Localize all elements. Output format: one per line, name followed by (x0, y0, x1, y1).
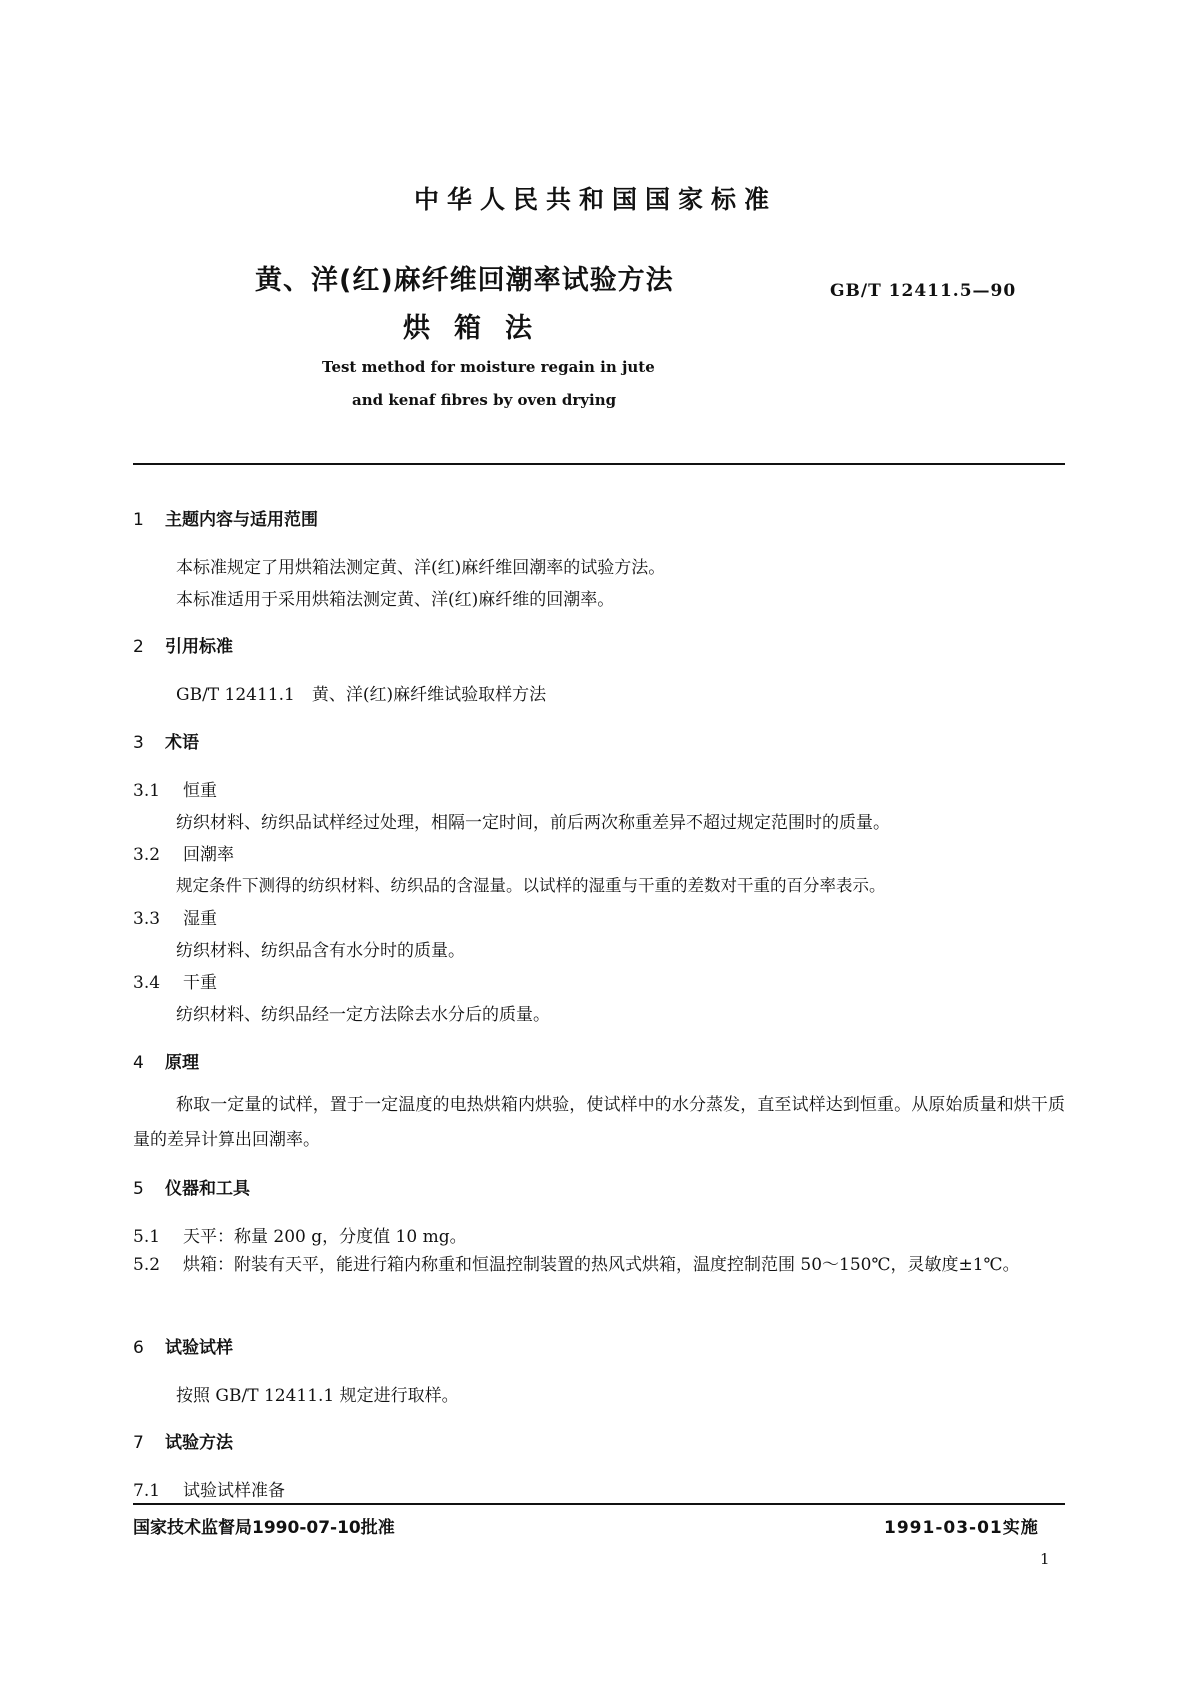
subsection-3-4 (133, 968, 217, 993)
section-number: 1 (133, 510, 144, 530)
section-6-paragraph: 按照 GB/T 12411.1 规定进行取样。 (176, 1386, 459, 1406)
section-number: 6 (133, 1338, 144, 1358)
subsection-number: 7.1 (133, 1481, 161, 1501)
subsection-3-3 (133, 904, 217, 929)
section-5-heading (133, 1174, 250, 1199)
section-number: 7 (133, 1433, 144, 1453)
section-2-reference: GB/T 12411.1 黄、洋(红)麻纤维试验取样方法 (176, 685, 547, 705)
section-number: 4 (133, 1053, 144, 1073)
document-title: 黄、洋(红)麻纤维回潮率试验方法 (255, 265, 674, 296)
subsection-title: 试验试样准备 (183, 1481, 285, 1501)
definition-3-1: 纺织材料、纺织品试样经过处理，相隔一定时间，前后两次称重差异不超过规定范围时的质量。 (176, 813, 890, 833)
definition-3-2: 规定条件下测得的纺织材料、纺织品的含湿量。以试样的湿重与干重的差数对干重的百分率表示。 (176, 876, 886, 895)
section-1-paragraph-1: 本标准规定了用烘箱法测定黄、洋(红)麻纤维回潮率的试验方法。 (176, 558, 666, 578)
section-6-heading (133, 1333, 233, 1358)
section-title: 仪器和工具 (165, 1179, 250, 1199)
subsection-3-1 (133, 776, 217, 801)
section-3-heading (133, 728, 199, 753)
footer-divider (133, 1503, 1065, 1505)
english-title-line1: Test method for moisture regain in jute (322, 358, 655, 376)
section-title: 术语 (165, 733, 199, 753)
definition-3-4: 纺织材料、纺织品经一定方法除去水分后的质量。 (176, 1005, 550, 1025)
subsection-number: 5.1 (133, 1227, 161, 1247)
section-1-paragraph-2: 本标准适用于采用烘箱法测定黄、洋(红)麻纤维的回潮率。 (176, 590, 615, 610)
subsection-number: 3.1 (133, 781, 161, 801)
section-title: 引用标准 (165, 637, 233, 657)
term: 湿重 (183, 909, 217, 929)
subsection-number: 3.2 (133, 845, 161, 865)
subsection-5-2 (133, 1248, 1065, 1283)
subsection-number: 3.4 (133, 973, 161, 993)
section-number: 3 (133, 733, 144, 753)
subsection-number: 3.3 (133, 909, 161, 929)
section-title: 试验试样 (165, 1338, 233, 1358)
section-title: 主题内容与适用范围 (165, 510, 318, 530)
section-title: 试验方法 (165, 1433, 233, 1453)
page-number: 1 (1040, 1550, 1050, 1568)
term: 干重 (183, 973, 217, 993)
english-title-line2: and kenaf fibres by oven drying (352, 391, 617, 409)
subsection-text: 天平：称量 200 g，分度值 10 mg。 (183, 1227, 467, 1247)
standard-number: GB/T 12411.5—90 (830, 281, 1017, 301)
term: 回潮率 (183, 845, 234, 865)
national-standard-heading: 中华人民共和国国家标准 (413, 185, 777, 214)
subsection-5-1 (133, 1222, 467, 1247)
header-divider (133, 463, 1065, 465)
section-title: 原理 (165, 1053, 199, 1073)
term: 恒重 (183, 781, 217, 801)
definition-3-3: 纺织材料、纺织品含有水分时的质量。 (176, 941, 465, 961)
approval-note: 国家技术监督局1990-07-10批准 (133, 1518, 395, 1538)
section-4-paragraph: 称取一定量的试样，置于一定温度的电热烘箱内烘验，使试样中的水分蒸发，直至试样达到恒重。从原始质量和烘干质量的差异计算出回潮率。 (133, 1095, 1065, 1150)
subsection-7-1 (133, 1476, 285, 1501)
implementation-date: 1991-03-01实施 (884, 1518, 1039, 1538)
section-number: 2 (133, 637, 144, 657)
section-number: 5 (133, 1179, 144, 1199)
document-subtitle: 烘箱法 (403, 313, 556, 344)
subsection-text: 烘箱：附装有天平，能进行箱内称重和恒温控制装置的热风式烘箱，温度控制范围 50～150℃，灵敏度±1℃。 (183, 1255, 1020, 1275)
section-2-heading (133, 632, 233, 657)
subsection-number: 5.2 (133, 1255, 161, 1275)
subsection-3-2 (133, 840, 234, 865)
section-1-heading (133, 505, 318, 530)
section-4-heading (133, 1048, 199, 1073)
section-7-heading (133, 1428, 233, 1453)
